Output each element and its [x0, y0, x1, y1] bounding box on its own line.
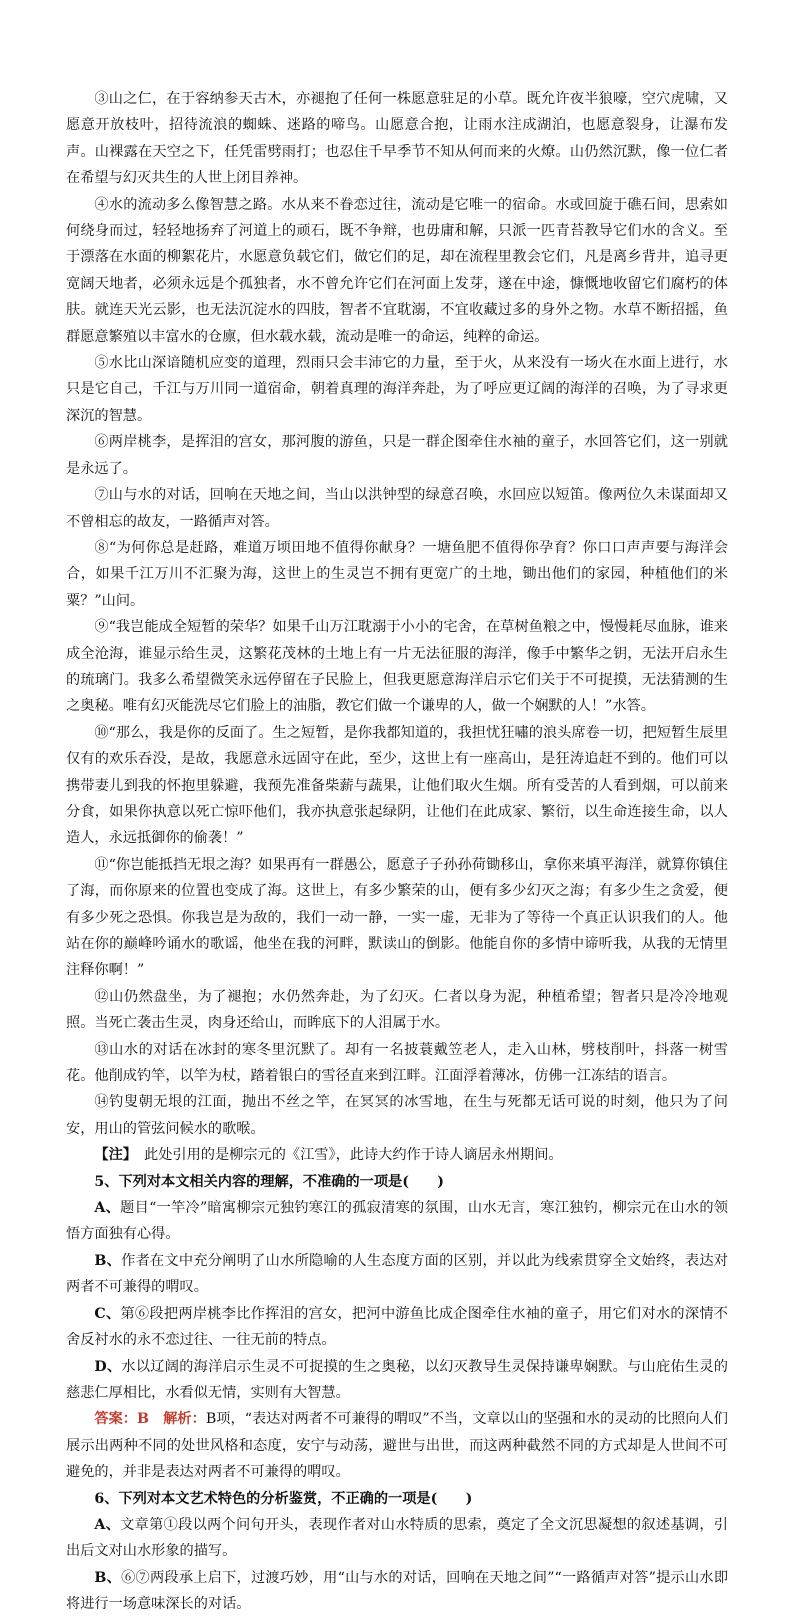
- paragraph-6: ⑥两岸桃李，是挥泪的宫女，那河腹的游鱼，只是一群企图牵住水袖的童子，水回答它们，这一别就是永远了。: [66, 434, 728, 477]
- option-text: 水以辽阔的海洋启示生灵不可捉摸的生之奥秘，以幻灭教导生灵保持谦卑娴默。与山庇佑生灵的慈悲仁厚相比，水看似无情，实则有大智慧。: [66, 1358, 728, 1401]
- paragraph-5: ⑤水比山深谙随机应变的道理，烈雨只会丰沛它的力量，至于火，从来没有一场火在水面上进行，水只是它自己，千江与万川同一道宿命，朝着真理的海洋奔赴，为了呼应更辽阔的海洋的召唤，为了寻求更深沉的智慧。: [66, 355, 728, 424]
- paragraph-11: ⑪“你岂能抵挡无垠之海？如果再有一群愚公，愿意子子孙孙荷锄移山，拿你来填平海洋，就算你镇住了海，而你原来的位置也变成了海。这世上，有多少繁荣的山，便有多少幻灭之海；有多少生之贪爱，便有多少死之恐惧。你我岂是为敌的，我们一动一静，一实一虚，无非为了等待一个真正认识我们的人。他站在你的巅峰吟诵水的歌谣，他坐在我的河畔，默读山的倒影。他能自你的多情中谛听我，从我的无情里注释你啊！”: [66, 856, 728, 979]
- paragraph-14: ⑭钓叟朝无垠的江面，抛出不丝之竿，在冥冥的冰雪地，在生与死都无话可说的时刻，他只为了问安，用山的管弦问候水的歌喉。: [66, 1094, 728, 1137]
- option-label: B、: [94, 1569, 122, 1586]
- question-5-stem: 5、下列对本文相关内容的理解，不准确的一项是( ): [94, 1173, 445, 1190]
- paragraph-7: ⑦山与水的对话，回响在天地之间，当山以洪钟型的绿意召唤，水回应以短笛。像两位久未谋面却又不曾相忘的故友，一路循声对答。: [66, 487, 728, 530]
- question-6-option-b: [66, 1565, 728, 1618]
- option-text: 文章第①段以两个问句开头，表现作者对山水特质的思索，奠定了全文沉思凝想的叙述基调，引出后文对山水形象的描写。: [66, 1516, 728, 1560]
- answer-label: 答案：B 解析：: [94, 1411, 206, 1428]
- paragraph-8: ⑧“为何你总是赶路，难道万顷田地不值得你献身？一塘鱼肥不值得你孕育？你口口声声要与海洋会合，如果千江万川不汇聚为海，这世上的生灵岂不拥有更宽广的土地，锄出他们的家园，种植他们的米粟？”山问。: [66, 539, 728, 609]
- question-6-option-a: [66, 1512, 728, 1565]
- question-5-option-a: [66, 1195, 728, 1248]
- option-text: 作者在文中充分阐明了山水所隐喻的人生态度方面的区别，并以此为线索贯穿全文始终，表达对两者不可兼得的喟叹。: [66, 1252, 728, 1296]
- footnote: [66, 1142, 728, 1168]
- paragraph-13: ⑬山水的对话在冰封的寒冬里沉默了。却有一名披蓑戴笠老人，走入山林，劈枝削叶，抖落一树雪花。他削成钓竿，以竿为杖，踏着银白的雪径直来到江畔。江面浮着薄冰，仿佛一江冻结的语言。: [66, 1041, 728, 1085]
- option-label: D、: [94, 1358, 122, 1375]
- question-5-option-d: [66, 1354, 728, 1407]
- question-5-option-b: [66, 1248, 728, 1301]
- paragraph-12: ⑫山仍然盘坐，为了褪抱；水仍然奔赴，为了幻灭。仁者以身为泥，种植希望；智者只是冷冷地观照。当死亡袭击生灵，肉身还给山，而眸底下的人泪属于水。: [66, 988, 728, 1032]
- footnote-label: 【注】: [94, 1147, 130, 1164]
- answer-explanation: B项，“表达对两者不可兼得的喟叹”不当，文章以山的坚强和水的灵动的比照向人们展示出两种不同的处世风格和态度，安宁与动荡，避世与出世，而这两种截然不同的方式却是人世间不可避免的，并非是表达对两者不可兼得的喟叹。: [66, 1411, 728, 1481]
- question-5-option-c: [66, 1301, 728, 1354]
- option-label: A、: [94, 1516, 121, 1533]
- option-label: A、: [94, 1200, 121, 1217]
- option-label: B、: [94, 1252, 122, 1269]
- paragraph-3: ③山之仁，在于容纳参天古木，亦褪抱了任何一株愿意驻足的小草。既允许夜半狼嚎，空穴虎啸，又愿意开放枝叶，招待流浪的蜘蛛、迷路的啼鸟。山愿意合抱，让雨水注成湖泊，也愿意裂身，让瀑布发声。山裸露在天空之下，任凭雷劈雨打；也忍住千早季节不知从何而来的火燎。山仍然沉默，像一位仁者在希望与幻灭共生的人世上闭目养神。: [66, 91, 728, 187]
- question-6-stem: 6、下列对本文艺术特色的分析鉴赏，不正确的一项是( ): [94, 1490, 473, 1507]
- paragraph-9: ⑨“我岂能成全短暂的荣华？如果千山万江耽溺于小小的宅舍，在草树鱼粮之中，慢慢耗尽血脉，谁来成全沧海，谁显示给生灵，这繁花茂林的土地上有一片无法征服的海洋，像手中繁华之钥，无法开启永生的琉璃门。我多么希望微笑永远停留在子民脸上，但我更愿意海洋启示它们关于不可捉摸，无法猜测的生之奥秘。唯有幻灭能洗尽它们脸上的油脂，教它们做一个谦卑的人，做一个娴默的人！”水答。: [66, 619, 728, 715]
- paragraph-4: ④水的流动多么像智慧之路。水从来不眷恋过往，流动是它唯一的宿命。水或回旋于礁石间，思索如何绕身而过，轻轻地扬弃了河道上的顽石，既不争辩，也毋庸和解，只派一匹青苔教导它们水的含义。至于漂落在水面的柳絮花片，水愿意负载它们，做它们的足，却在流程里教会它们，凡是离乡背井，追寻更宽阔天地者，必须永远是个孤独者，水不曾允许它们在河面上发芽，遂在中途，慷慨地收留它们腐朽的体肤。就连天光云影，也无法沉淀水的四肢，智者不宜耽溺，不宜收藏过多的身外之物。水草不断招摇，鱼群愿意繁殖以丰富水的仓廪，但水载水载，流动是唯一的命运，纯粹的命运。: [66, 196, 728, 345]
- option-text: 第⑥段把两岸桃李比作挥泪的宫女，把河中游鱼比成企图牵住水袖的童子，用它们对水的深情不舍反衬水的永不恋过往、一往无前的特点。: [66, 1305, 728, 1349]
- option-label: C、: [94, 1305, 121, 1322]
- paragraph-10: ⑩“那么，我是你的反面了。生之短暂，是你我都知道的，我担忧狂嘯的浪头席卷一切，把短暂生辰里仅有的欢乐吞没，是故，我愿意永远固守在此，至少，这世上有一座高山，是狂涛追赶不到的。他们可以携带妻儿到我的怀抱里躲避，我预先准备柴薪与蔬果，让他们取火生烟。所有受苦的人看到烟，可以前来分食，如果你执意以死亡惊吓他们，我亦执意张起绿阴，让他们在此成家、繁衍，以生命连接生命，以人造人，永远抵御你的偷袭！”: [66, 724, 728, 847]
- question-5-answer: [66, 1406, 728, 1485]
- option-text: ⑥⑦两段承上启下，过渡巧妙，用“山与水的对话，回响在天地之间”“一路循声对答”提示山水即将进行一场意味深长的对话。: [66, 1569, 729, 1613]
- footnote-text: 此处引用的是柳宗元的《江雪》，此诗大约作于诗人谪居永州期间。: [129, 1147, 563, 1164]
- option-text: 题目“一竿冷”暗寓柳宗元独钓寒江的孤寂清寒的氛围，山水无言，寒江独钓，柳宗元在山水的领悟方面独有心得。: [66, 1200, 729, 1243]
